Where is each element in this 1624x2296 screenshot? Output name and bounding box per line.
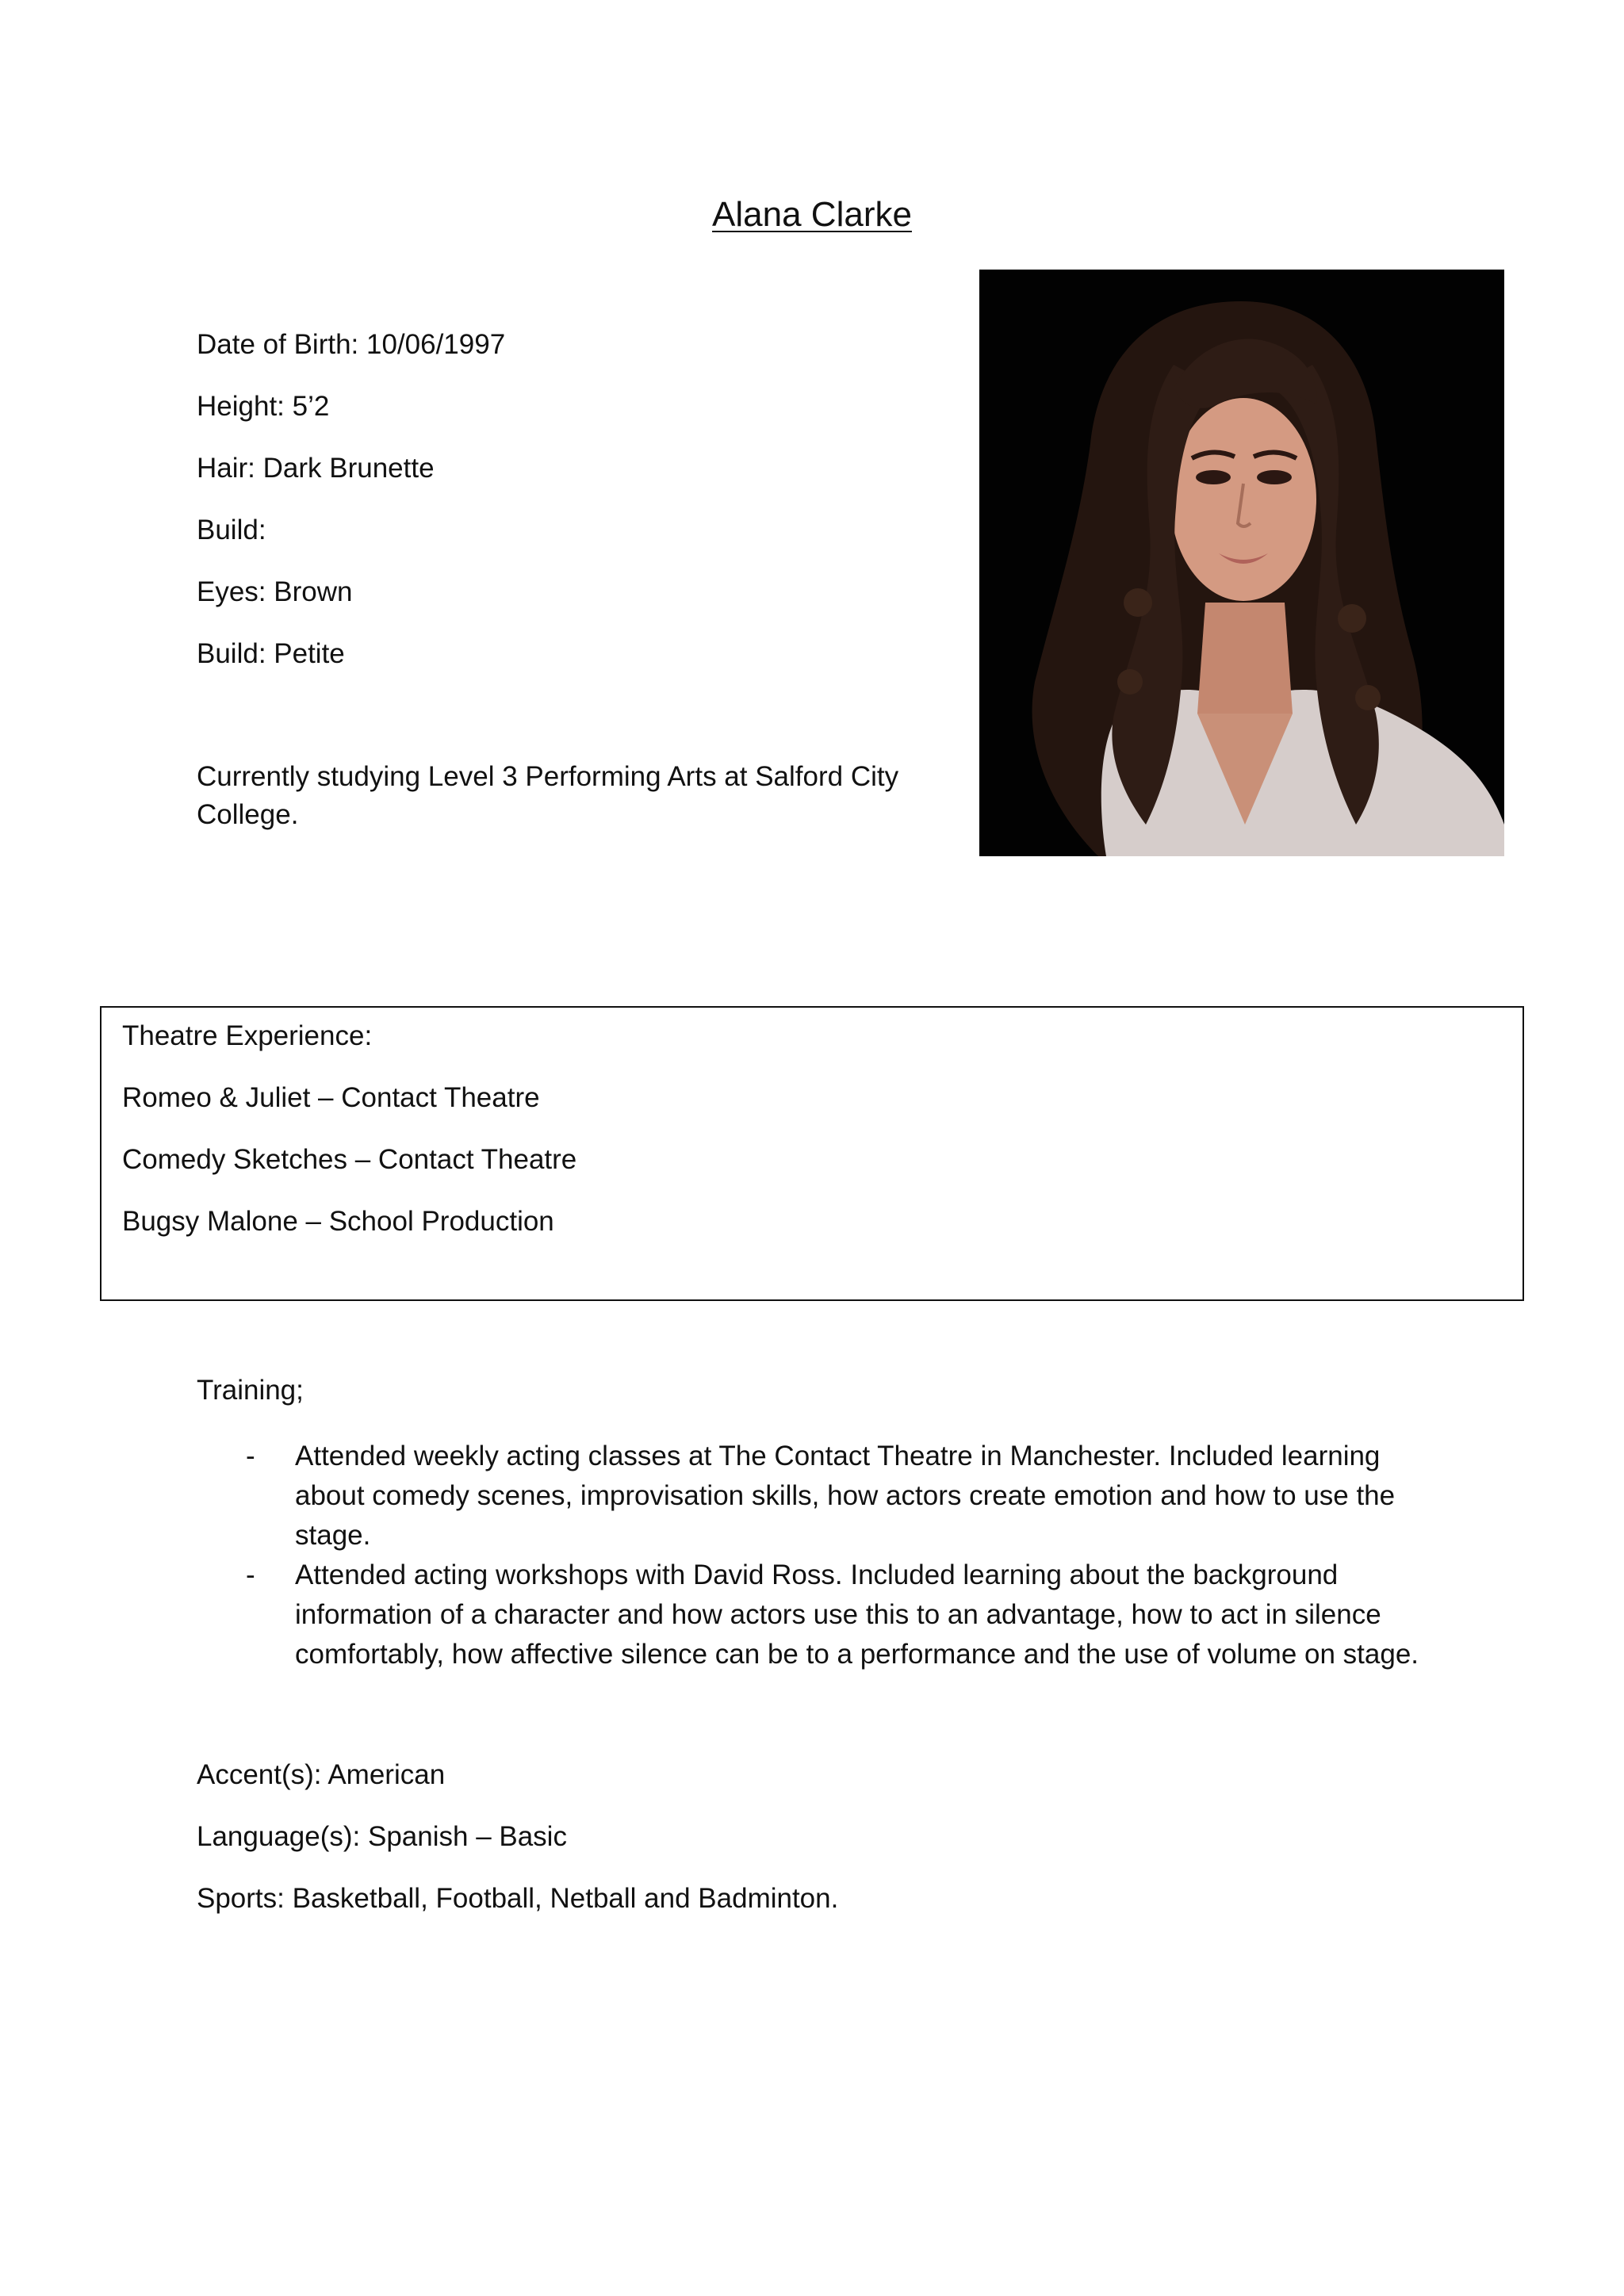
bullet-dash: - bbox=[246, 1441, 255, 1471]
theatre-item: Comedy Sketches – Contact Theatre bbox=[122, 1144, 577, 1175]
curl-highlight-2 bbox=[1338, 604, 1366, 633]
headshot-photo bbox=[979, 270, 1504, 856]
accents: Accent(s): American bbox=[197, 1759, 446, 1790]
training-item bbox=[197, 1556, 1434, 1674]
theatre-heading: Theatre Experience: bbox=[122, 1020, 373, 1051]
theatre-item: Bugsy Malone – School Production bbox=[122, 1206, 554, 1237]
build: Build: Petite bbox=[197, 638, 345, 669]
curl-highlight-1 bbox=[1124, 588, 1152, 617]
sports: Sports: Basketball, Football, Netball and Badminton. bbox=[197, 1883, 839, 1914]
curl-highlight-3 bbox=[1117, 669, 1143, 695]
training-heading: Training; bbox=[197, 1375, 304, 1406]
face bbox=[1170, 398, 1316, 601]
additional-skills bbox=[197, 1757, 838, 1942]
build-blank: Build: bbox=[197, 515, 266, 545]
training-item bbox=[197, 1437, 1434, 1556]
bullet-dash: - bbox=[246, 1559, 255, 1590]
headshot-illustration bbox=[979, 270, 1504, 856]
training-item-text: Attended weekly acting classes at The Contact Theatre in Manchester. Included learning about comedy scenes, improvisation skills, how actors create emotion and how to use the stage. bbox=[295, 1441, 1396, 1551]
theatre-experience-box bbox=[100, 1006, 1524, 1301]
current-study: Currently studying Level 3 Performing Arts at Salford City College. bbox=[197, 761, 899, 830]
hair: Hair: Dark Brunette bbox=[197, 453, 435, 484]
date-of-birth: Date of Birth: 10/06/1997 bbox=[197, 329, 506, 360]
curl-highlight-4 bbox=[1355, 685, 1381, 710]
theatre-item: Romeo & Juliet – Contact Theatre bbox=[122, 1082, 540, 1113]
training-item-text: Attended acting workshops with David Ross. Included learning about the background information of a character and how actors use this to an advantage, how to act in silence comfortably, how affective silence can be to a performance and the use of volume on stage. bbox=[295, 1559, 1419, 1670]
right-eye bbox=[1257, 470, 1292, 484]
eyes: Eyes: Brown bbox=[197, 576, 353, 607]
left-eye bbox=[1196, 470, 1231, 484]
height: Height: 5’2 bbox=[197, 391, 330, 422]
training-list bbox=[197, 1437, 1434, 1674]
page-title: Alana Clarke bbox=[712, 195, 912, 234]
personal-details bbox=[197, 327, 910, 698]
languages: Language(s): Spanish – Basic bbox=[197, 1821, 567, 1852]
